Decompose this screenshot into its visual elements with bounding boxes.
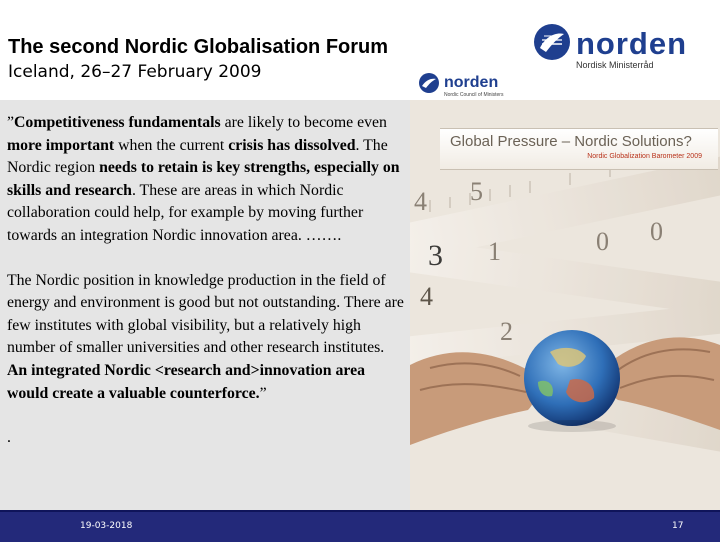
quote-panel xyxy=(0,100,410,510)
slide-title: The second Nordic Globalisation Forum xyxy=(8,36,389,58)
text-run: ” xyxy=(259,384,267,402)
quote-text xyxy=(7,112,405,450)
text-run: ” xyxy=(7,114,15,131)
banner-title: Global Pressure – Nordic Solutions? xyxy=(450,133,692,150)
text-run: needs to retain is key strengths, especially on skills and research xyxy=(7,159,400,199)
logo-wordmark: norden xyxy=(576,26,688,61)
globe xyxy=(524,330,620,426)
text-run: are likely to become even xyxy=(220,114,387,131)
quote-paragraph-3: . xyxy=(7,429,11,447)
ruler-digit-8: 2 xyxy=(500,317,513,346)
logo-tagline: Nordisk Ministerråd xyxy=(576,60,654,70)
ruler-digit-3: 0 xyxy=(650,217,663,246)
small-logo-tagline: Nordic Council of Ministers xyxy=(444,92,504,98)
text-run: more important xyxy=(7,136,115,154)
report-cover-image xyxy=(410,100,720,510)
quote-paragraph-1 xyxy=(7,112,405,248)
text-run: An integrated Nordic <research and>innovation area would create a valuable counterforce. xyxy=(7,361,366,402)
ruler-digit-5: 1 xyxy=(488,237,501,266)
norden-logo xyxy=(532,22,692,72)
text-run: Competitiveness fundamentals xyxy=(14,114,221,131)
text-run: . The Nordic region xyxy=(7,136,388,177)
banner-subtitle: Nordic Globalization Barometer 2009 xyxy=(587,153,702,160)
swan-logo-small-icon xyxy=(418,72,440,94)
ruler-digit-6: 4 xyxy=(420,282,433,311)
footer-date: 19-03-2018 xyxy=(80,521,133,531)
text-run: The Nordic position in knowledge production in the field of energy and environment is good but not outstanding. There are few institutes with global visibility, but a relatively high number of smaller universities and other research institutes. xyxy=(7,271,404,357)
text-run: when the current xyxy=(114,136,229,154)
report-banner xyxy=(440,128,718,170)
ruler-digit-2: 5 xyxy=(470,177,483,206)
ruler-digit-7: 0 xyxy=(596,227,609,256)
norden-small-logo xyxy=(418,72,538,98)
slide-subtitle: Iceland, 26–27 February 2009 xyxy=(8,62,262,82)
page-number: 17 xyxy=(672,521,684,531)
ruler-digit-4: 3 xyxy=(428,239,443,272)
swan-logo-icon xyxy=(532,22,572,62)
text-run: . These are areas in which Nordic collaboration could help, for example by moving further towards an integration Nordic innovation area. ……. xyxy=(7,181,364,244)
quote-paragraph-2 xyxy=(7,270,405,406)
text-run: crisis has dissolved xyxy=(228,136,356,154)
footer-bar xyxy=(0,510,720,542)
ruler-digit-1: 4 xyxy=(414,187,427,216)
small-logo-wordmark: norden xyxy=(444,74,499,91)
